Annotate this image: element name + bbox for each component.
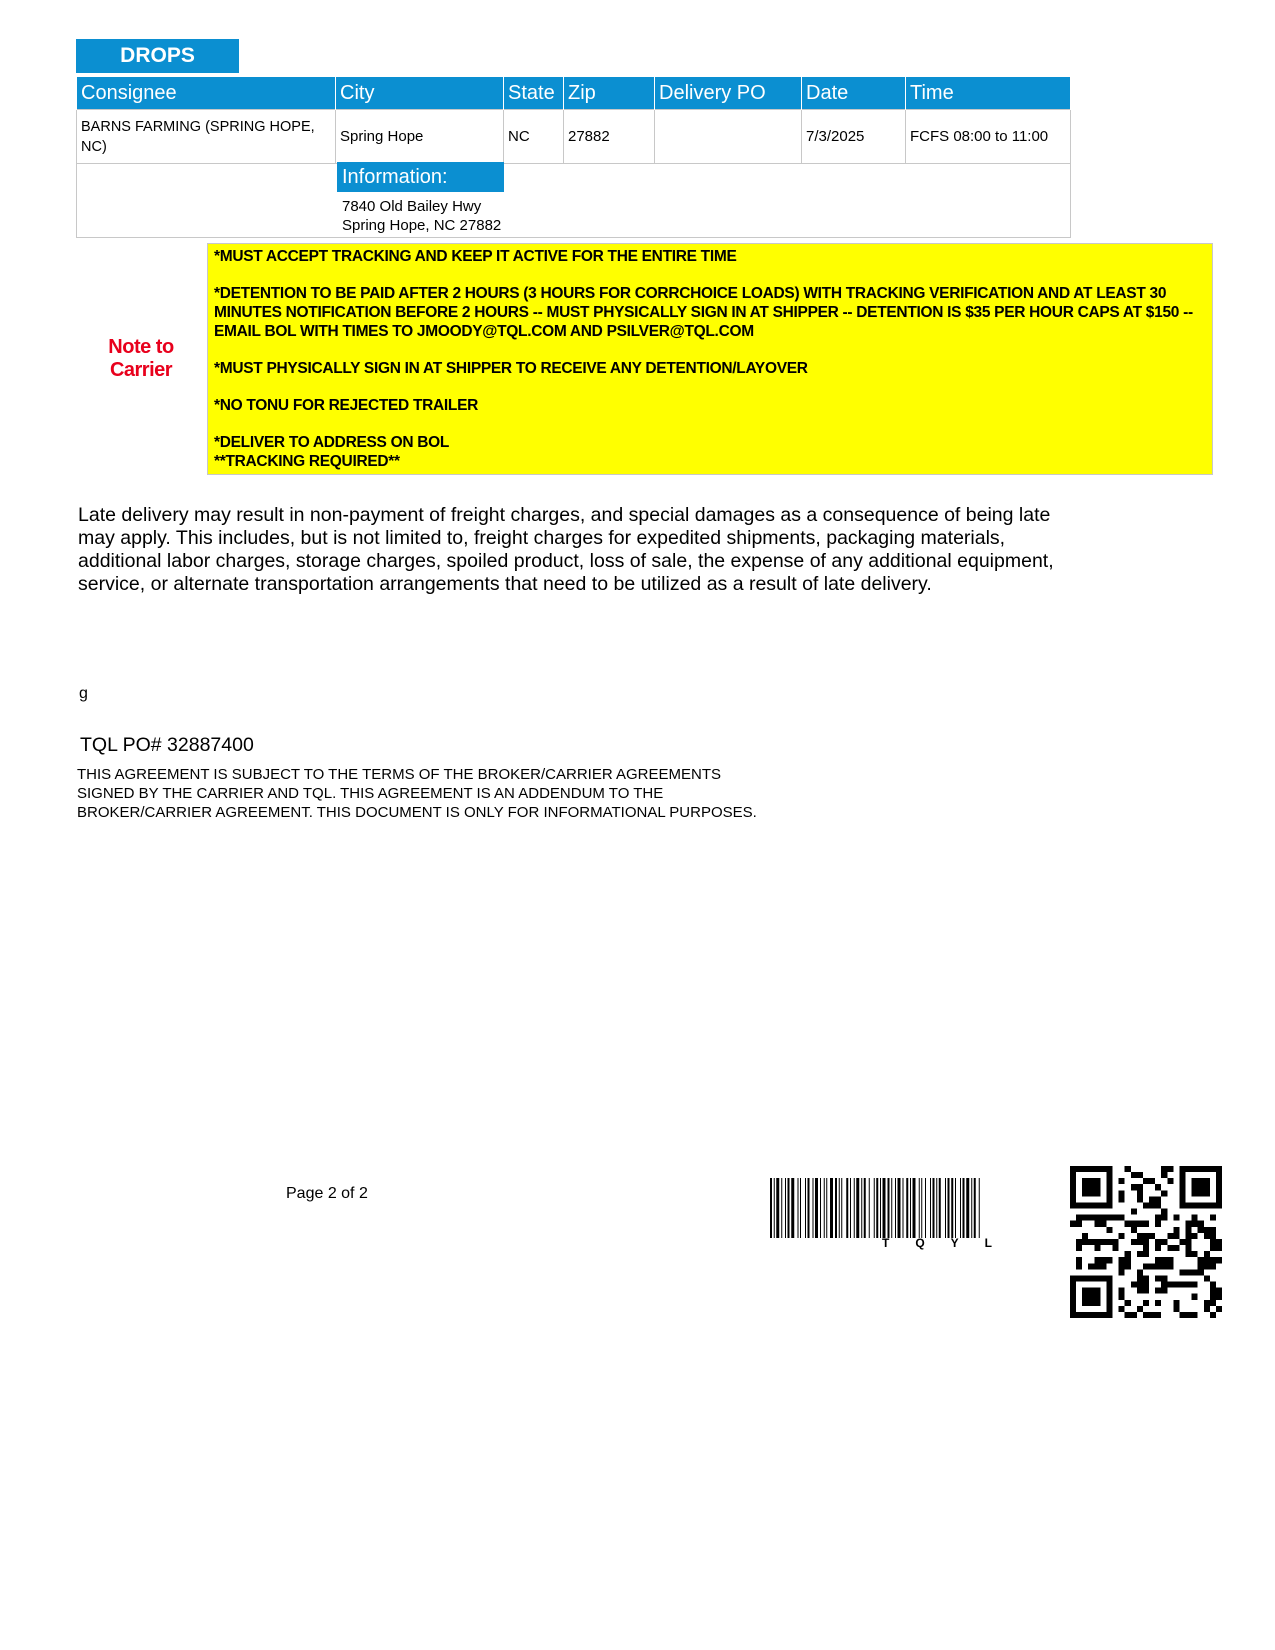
- header-delivery-po: Delivery PO: [655, 77, 802, 110]
- stray-mark: g: [79, 685, 88, 702]
- barcode-icon: [770, 1178, 1055, 1238]
- address-line-1: 7840 Old Bailey Hwy: [342, 198, 482, 215]
- cell-time: FCFS 08:00 to 11:00: [906, 110, 1071, 164]
- information-label: Information:: [337, 162, 504, 192]
- cell-consignee: BARNS FARMING (SPRING HOPE, NC): [77, 110, 336, 164]
- header-state: State: [504, 77, 564, 110]
- note-line: *MUST ACCEPT TRACKING AND KEEP IT ACTIVE FOR THE ENTIRE TIME: [214, 248, 737, 265]
- late-delivery-paragraph: Late delivery may result in non-payment of freight charges, and special damages as a consequence of being late may apply. This includes, but is not limited to, freight charges for expedited shipments, packaging materials, additional labor charges, storage charges, spoiled product, loss of sale, the expense of any additional equipment, service, or alternate transportation arrangements that need to be utilized as a result of late delivery.: [78, 504, 1054, 595]
- note-to-carrier-box: [207, 243, 1213, 475]
- po-number: TQL PO# 32887400: [80, 734, 254, 756]
- drops-section-title: DROPS: [76, 39, 239, 73]
- cell-state: NC: [504, 110, 564, 164]
- table-row: [77, 110, 1071, 164]
- table-header-row: [77, 77, 1071, 110]
- note-line: *DELIVER TO ADDRESS ON BOL: [214, 434, 450, 451]
- information-box: [76, 161, 1071, 238]
- note-line: *DETENTION TO BE PAID AFTER 2 HOURS (3 HOURS FOR CORRCHOICE LOADS) WITH TRACKING VERIFICATION AND AT LEAST 30 MINUTES NOTIFICATION BEFORE 2 HOURS -- MUST PHYSICALLY SIGN IN AT SHIPPER -- DETENTION IS $35 PER HOUR CAPS AT $150 -- EMAIL BOL WITH TIMES TO JMOODY@TQL.COM AND PSILVER@TQL.COM: [214, 285, 1193, 340]
- cell-city: Spring Hope: [336, 110, 504, 164]
- page-number: Page 2 of 2: [286, 1185, 368, 1202]
- header-date: Date: [802, 77, 906, 110]
- note-line: *NO TONU FOR REJECTED TRAILER: [214, 397, 479, 414]
- agreement-paragraph: THIS AGREEMENT IS SUBJECT TO THE TERMS OF THE BROKER/CARRIER AGREEMENTS SIGNED BY THE CARRIER AND TQL. THIS AGREEMENT IS AN ADDENDUM TO THE BROKER/CARRIER AGREEMENT. THIS DOCUMENT IS ONLY FOR INFORMATIONAL PURPOSES.: [77, 766, 757, 821]
- header-zip: Zip: [564, 77, 655, 110]
- header-consignee: Consignee: [77, 77, 336, 110]
- note-to-carrier-label: Note to Carrier: [108, 336, 174, 381]
- header-city: City: [336, 77, 504, 110]
- note-line: *MUST PHYSICALLY SIGN IN AT SHIPPER TO RECEIVE ANY DETENTION/LAYOVER: [214, 360, 808, 377]
- information-address: [342, 197, 501, 235]
- barcode-text: TQYL: [882, 1236, 1018, 1250]
- drops-table: [76, 76, 1071, 164]
- header-time: Time: [906, 77, 1071, 110]
- cell-date: 7/3/2025: [802, 110, 906, 164]
- address-line-2: Spring Hope, NC 27882: [342, 217, 502, 234]
- qr-code-icon: [1070, 1166, 1222, 1318]
- note-line: **TRACKING REQUIRED**: [214, 453, 400, 470]
- cell-delivery-po: [655, 110, 802, 164]
- cell-zip: 27882: [564, 110, 655, 164]
